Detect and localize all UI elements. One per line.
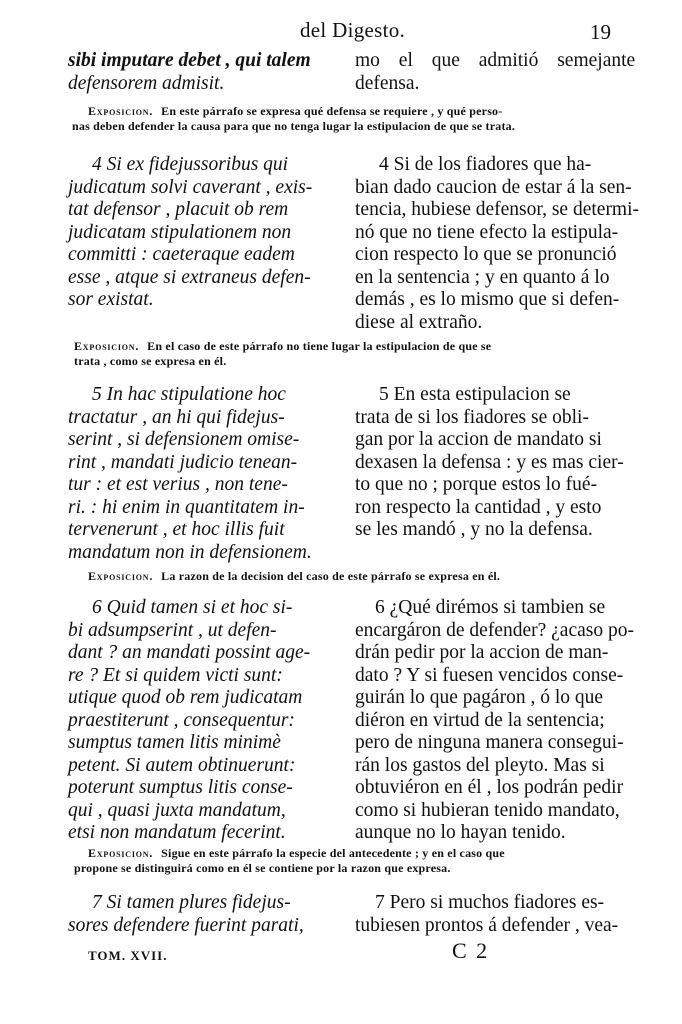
spanish-line: bian dado caucion de estar á la sen- — [355, 176, 632, 198]
latin-line: 6 Quid tamen si et hoc si- — [92, 597, 293, 618]
spanish-paragraph-7 — [355, 892, 619, 937]
latin-line: serint , si defensionem omise- — [68, 429, 300, 450]
latin-line: etsi non mandatum fecerint. — [68, 822, 286, 843]
latin-line: sores defendere fuerint parati, — [68, 914, 304, 936]
exposicion-label: Exposicion. — [74, 339, 140, 353]
latin-line: ri. : hi enim in quantitatem in- — [68, 496, 305, 518]
latin-paragraph-7 — [68, 892, 338, 937]
spanish-line: defensa. — [355, 72, 420, 94]
latin-line: sor existat. — [68, 289, 154, 310]
spanish-line: diéron en virtud de la sentencia; — [355, 709, 605, 731]
latin-line: tractatur , an hi qui fidejus- — [68, 406, 285, 428]
spanish-line: drán pedir por la accion de man- — [355, 642, 609, 663]
spanish-line: cion respecto lo que se pronunció — [355, 244, 617, 265]
latin-line: judicatum solvi caverant , exis- — [68, 176, 313, 198]
latin-line: dant ? an mandati possint age- — [68, 642, 311, 663]
spanish-line: aunque no lo hayan tenido. — [355, 822, 566, 843]
spanish-line: pero de ninguna manera consegui- — [355, 732, 624, 753]
exposicion-label: Exposicion. — [88, 846, 154, 860]
latin-paragraph-5 — [68, 384, 338, 564]
latin-line: qui , quasi juxta mandatum, — [68, 799, 286, 821]
spanish-column-top — [355, 50, 636, 95]
spanish-line: rán los gastos del pleyto. Mas si — [355, 754, 605, 776]
spanish-line: encargáron de defender? ¿acaso po- — [355, 619, 634, 641]
spanish-line: to que no ; porque estos lo fué- — [355, 474, 598, 495]
spanish-line: demás , es lo mismo que si defen- — [355, 289, 620, 310]
latin-paragraph-6 — [68, 597, 338, 845]
spanish-line: 7 Pero si muchos fiadores es- — [375, 892, 605, 913]
latin-line: petent. Si autem obtinuerunt: — [68, 754, 296, 776]
latin-line: tur : et est verius , non tene- — [68, 474, 288, 495]
exposicion-text: propone se distinguirá como en él se contiene por la razon que expresa. — [74, 861, 451, 875]
latin-line: 4 Si ex fidejussoribus qui — [92, 154, 289, 175]
spanish-line: 4 Si de los fiadores que ha- — [379, 154, 592, 175]
latin-line: committi : caeteraque eadem — [68, 244, 295, 265]
spanish-line: tencia, hubiese defensor, se determi- — [355, 199, 640, 220]
page-number: 19 — [590, 20, 611, 44]
spanish-line: como si hubieran tenido mandato, — [355, 799, 620, 821]
spanish-line: nó que no tiene efecto la estipula- — [355, 221, 619, 243]
spanish-line: gan por la accion de mandato si — [355, 429, 602, 450]
latin-line: sumptus tamen litis minimè — [68, 732, 281, 753]
latin-line: rint , mandati judicio tenean- — [68, 451, 298, 473]
spanish-line: guirán lo que pagáron , ó lo que — [355, 687, 604, 708]
latin-line: praestiterunt , consequentur: — [68, 709, 295, 731]
latin-line: esse , atque si extraneus defen- — [68, 266, 311, 288]
spanish-line: dexasen la defensa : y es mas cier- — [355, 451, 624, 473]
spanish-line: trata de si los fiadores se obli- — [355, 406, 589, 428]
spanish-line: 5 En esta estipulacion se — [379, 384, 571, 405]
spanish-line: obtuviéron en él , los podrán pedir — [355, 777, 624, 798]
exposicion-note — [72, 104, 618, 134]
latin-line: sibi imputare debet , qui talem — [68, 50, 311, 71]
spanish-line: se les mandó , y no la defensa. — [355, 519, 593, 540]
latin-line: judicatam stipulationem non — [68, 221, 292, 243]
latin-line: re ? Et si quidem victi sunt: — [68, 664, 283, 686]
exposicion-label: Exposicion. — [88, 104, 154, 118]
spanish-paragraph-5 — [355, 384, 624, 542]
spanish-paragraph-6 — [355, 597, 634, 845]
latin-line: utique quod ob rem judicatam — [68, 687, 303, 708]
exposicion-label: Exposicion. — [88, 569, 154, 583]
spanish-line: mo el que admitió semejante — [355, 50, 636, 71]
latin-line: poterunt sumptus litis conse- — [68, 777, 293, 798]
spanish-line: 6 ¿Qué dirémos si tambien se — [375, 597, 606, 618]
latin-line: tervenerunt , et hoc illis fuit — [68, 519, 285, 540]
latin-line: mandatum non in defensionem. — [68, 541, 312, 563]
exposicion-text: En el caso de este párrafo no tiene lugar la estipulacion de que se — [147, 339, 492, 353]
latin-line: 5 In hac stipulatione hoc — [92, 384, 286, 405]
spanish-line: ron respecto la cantidad , y esto — [355, 496, 602, 518]
spanish-line: en la sentencia ; y en quanto á lo — [355, 266, 610, 288]
volume-footer: TOM. XVII. — [88, 948, 168, 963]
exposicion-text: En este párrafo se expresa qué defensa se requiere , y qué perso- — [161, 104, 503, 118]
latin-line: 7 Si tamen plures fidejus- — [92, 892, 291, 913]
exposicion-text: La razon de la decision del caso de este párrafo se expresa en él. — [161, 569, 501, 583]
running-title: del Digesto. — [300, 18, 406, 42]
exposicion-text: trata , como se expresa en él. — [74, 354, 227, 368]
latin-line: defensorem admisit. — [68, 72, 225, 94]
exposicion-note — [74, 846, 618, 876]
signature-mark: C 2 — [452, 938, 490, 963]
running-head — [0, 14, 682, 44]
exposicion-text: nas deben defender la causa para que no tenga lugar la estipulacion de que se trata. — [72, 119, 516, 133]
exposicion-text: Sigue en este párrafo la especie del antecedente ; y en el caso que — [161, 846, 505, 860]
spanish-line: dato ? Y si fuesen vencidos conse- — [355, 664, 624, 686]
spanish-paragraph-4 — [355, 154, 640, 334]
exposicion-note — [88, 569, 618, 584]
latin-line: tat defensor , placuit ob rem — [68, 199, 289, 220]
latin-column-top — [68, 50, 338, 95]
exposicion-note — [74, 339, 604, 369]
spanish-line: diese al extraño. — [355, 311, 483, 333]
latin-paragraph-4 — [68, 154, 338, 312]
spanish-line: tubiesen prontos á defender , vea- — [355, 914, 619, 936]
latin-line: bi adsumpserint , ut defen- — [68, 619, 277, 641]
